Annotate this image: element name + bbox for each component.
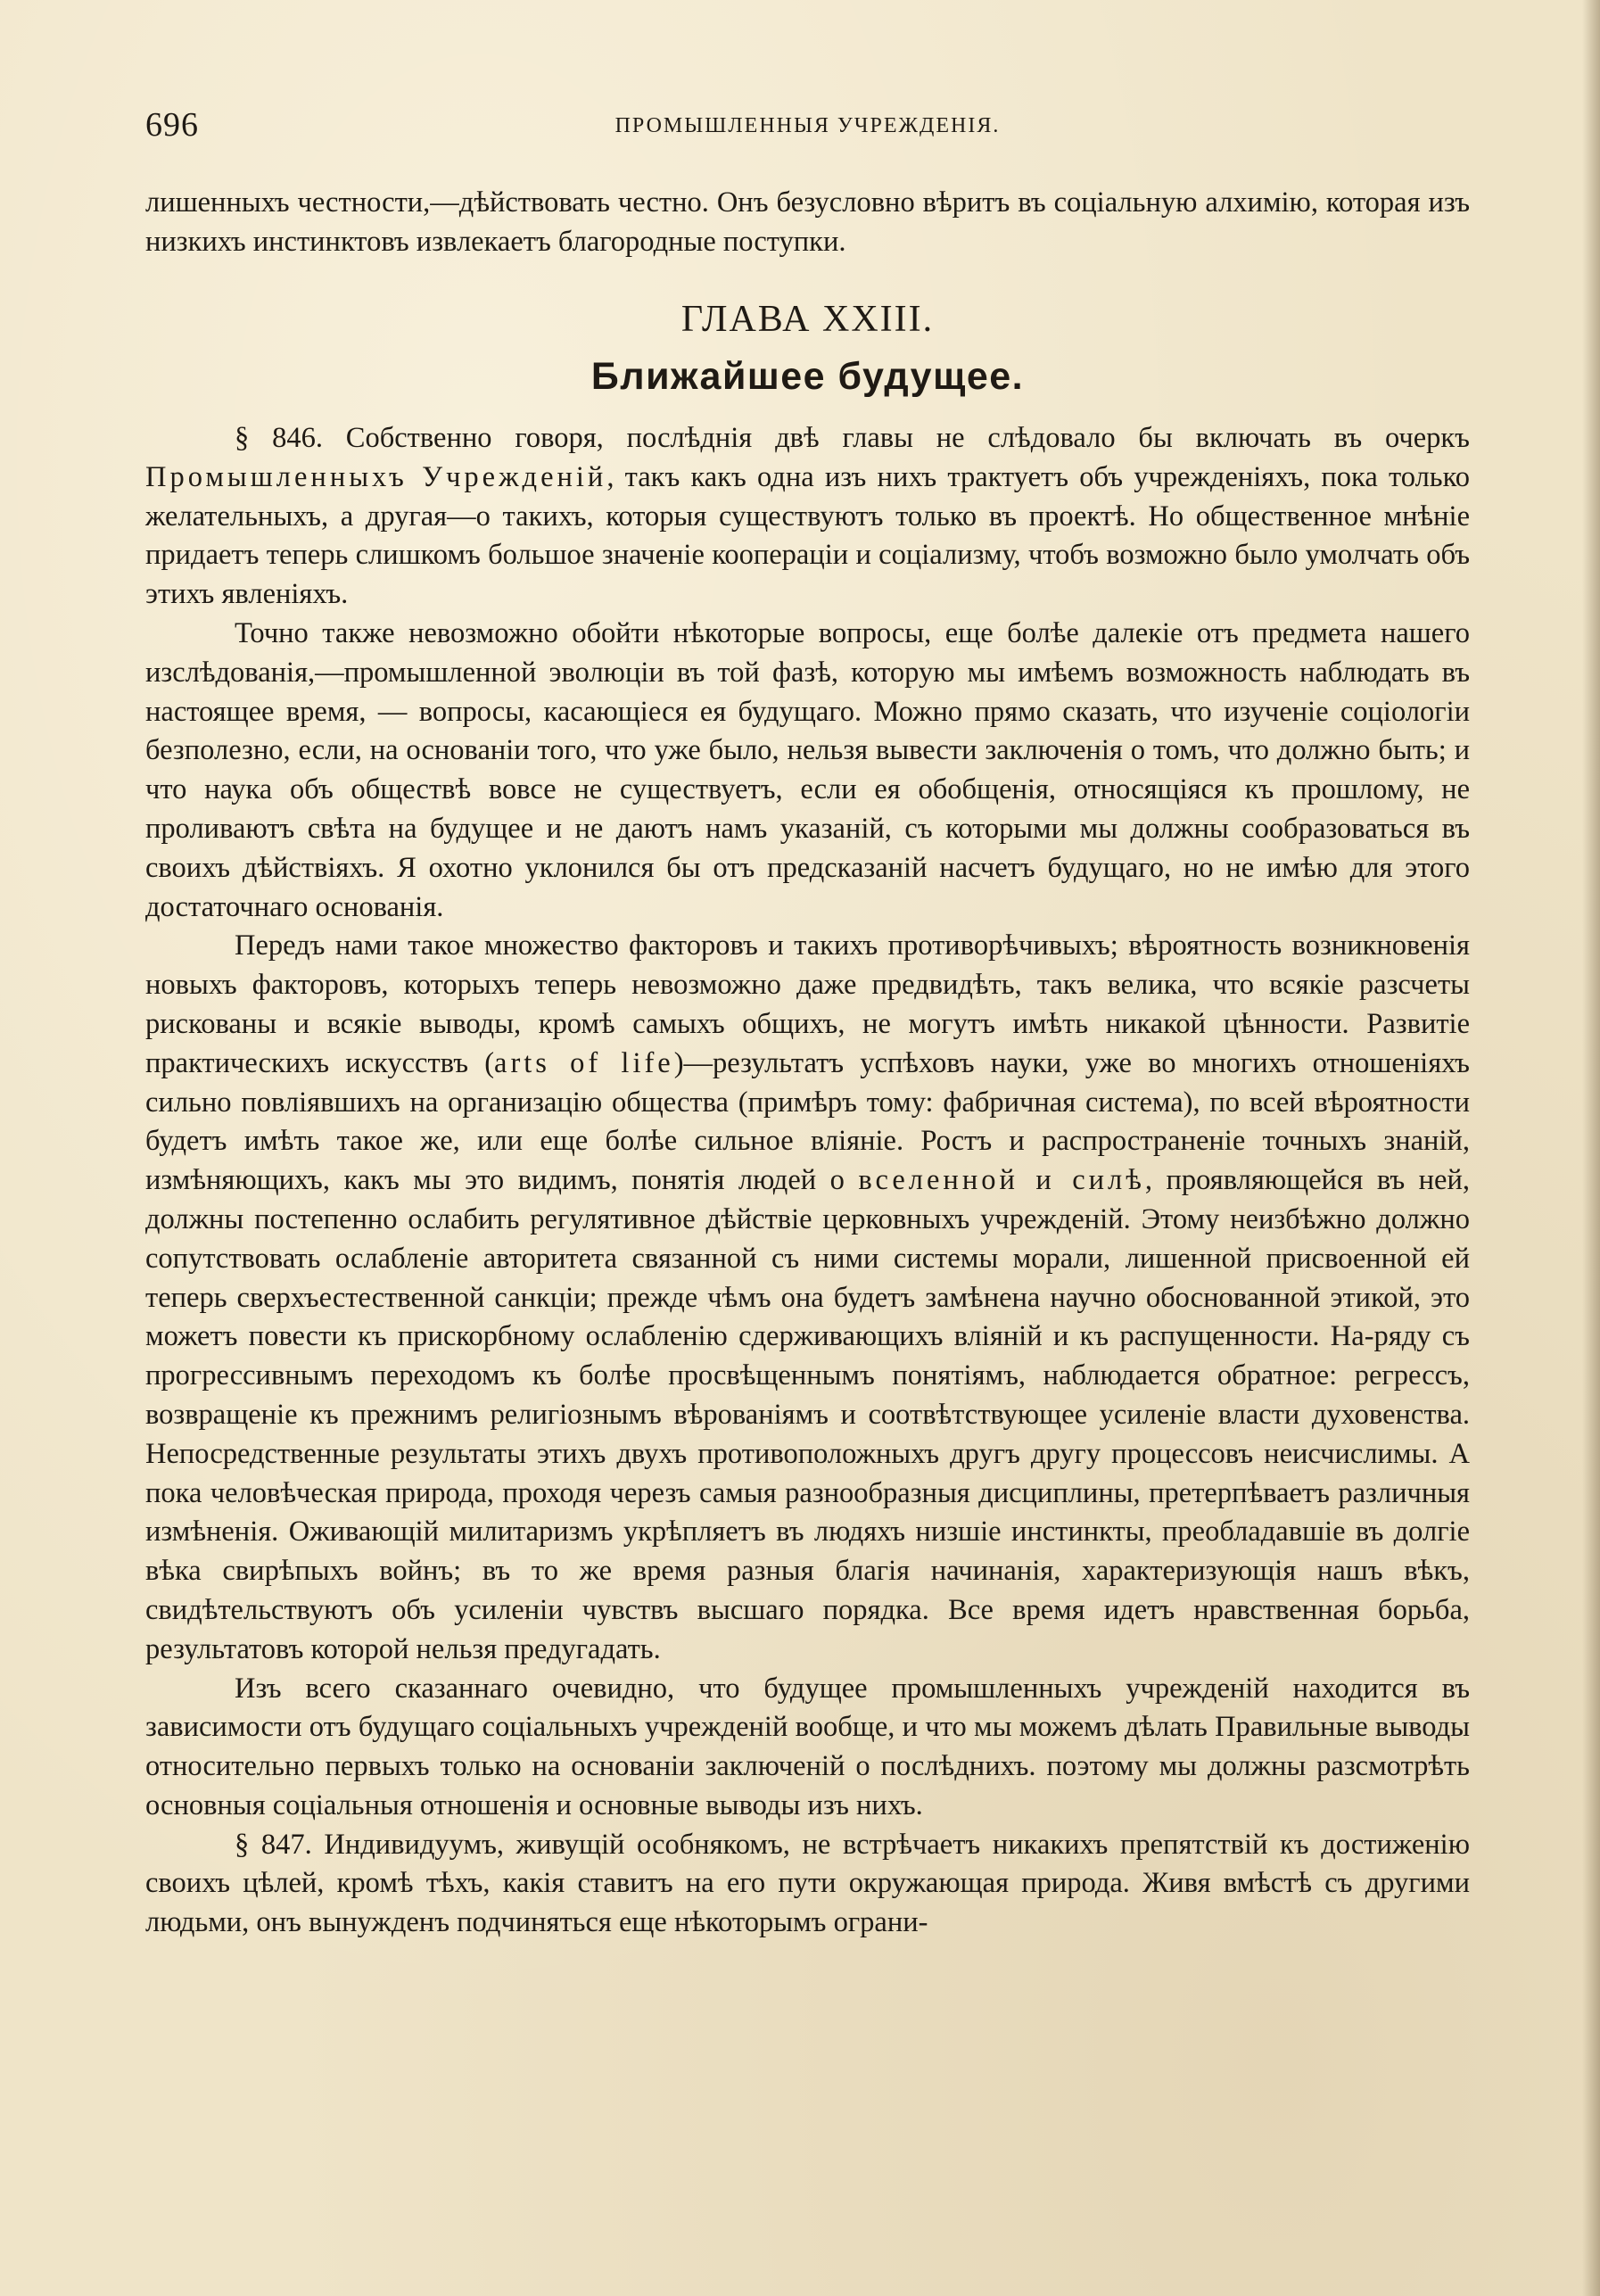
paragraph-2: Точно также невозможно обойти нѣкоторые вопросы, еще болѣе далекіе отъ предмета нашего изслѣдованія,—промышленной эволюціи въ той фазѣ, которую мы имѣемъ возможность наблюдать въ настоящее время, — вопросы, касающіеся ея будущаго. Можно прямо сказать, что изученіе соціологіи безполезно, если, на основаніи того, что уже было, нельзя вывести заключенія о томъ, что должно быть; и что наука объ обществѣ вовсе не существуетъ, если ея обобщенія, относящіяся къ прошлому, не проливаютъ свѣта на будущее и не даютъ намъ указаній, съ которыми мы должны сообразоваться въ своихъ дѣйствіяхъ. Я охотно уклонился бы отъ предсказаній насчетъ будущаго, но не имѣю для этого достаточнаго основанія. <box>145 616 1470 923</box>
paragraph-3 <box>145 927 1470 1669</box>
chapter-body <box>145 419 1470 1943</box>
intro-paragraph: лишенныхъ честности,—дѣйствовать честно. Онъ безусловно вѣритъ въ соціальную алхимію, которая изъ низкихъ инстинктовъ извлекаетъ благородные поступки. <box>145 186 1470 258</box>
chapter-title: Ближайшее будущее. <box>590 355 1025 398</box>
paragraph-846 <box>145 419 1470 615</box>
paragraph-text: , проявляющейся въ ней, должны постепенно ослабить регулятивное дѣйствіе церковныхъ учрежденій. Этому неизбѣжно должно сопутствовать ослабленіе авторитета связанной съ ними системы морали, лишенной присвоенной ей теперь сверхъестественной санкціи; прежде чѣмъ она будетъ замѣнена научно обоснованной этикой, это можетъ повести къ прискорбному ослабленію сдерживающихъ вліяній и къ распущенности. На-ряду съ прогрессивнымъ переходомъ къ болѣе просвѣщеннымъ понятіямъ, наблюдается обратное: регрессъ, возвращеніе къ прежнимъ религіознымъ вѣрованіямъ и соотвѣтствующее усиленіе власти духовенства. Непосредственные результаты этихъ двухъ противоположныхъ другъ другу процессовъ неисчислимы. А пока человѣческая природа, проходя черезъ самыя разнообразныя дисциплины, претерпѣваетъ различныя измѣненія. Оживающій милитаризмъ укрѣпляетъ въ людяхъ низшіе инстинкты, преобладавшіе въ долгіе вѣка свирѣпыхъ войнъ; въ то же время разныя благія начинанія, характеризующія нашъ вѣкъ, свидѣтельствуютъ объ усиленіи чувствъ высшаго порядка. Все время идетъ нравственная борьба, результатовъ которой нельзя предугадать. <box>145 1164 1470 1665</box>
spaced-term: вселенной и силѣ <box>858 1164 1145 1197</box>
paragraph-text: , такъ какъ одна изъ нихъ трактуетъ объ учрежденіяхъ, пока только желательныхъ, а другая—о такихъ, которыя существуютъ только въ проектѣ. Но общественное мнѣніе придаетъ теперь слишкомъ большое значеніе коопераціи и соціализму, чтобъ возможно было умолчать объ этихъ явленіяхъ. <box>145 460 1470 611</box>
page-edge-shadow <box>1582 0 1600 2296</box>
spaced-term: Промышленныхъ Учрежденій <box>145 460 607 493</box>
running-head <box>145 105 1470 150</box>
page-number: 696 <box>145 106 199 144</box>
paragraph-text: Передъ нами такое множество факторовъ и такихъ противорѣчивыхъ; вѣроятность возникновенія новыхъ факторовъ, которыхъ теперь невозможно даже предвидѣть, такъ велика, что всякіе разсчеты рискованы и всякіе выводы, кромѣ самыхъ общихъ, не могутъ имѣть никакой цѣнности. Развитіе практическихъ искусствъ ( <box>145 929 1470 1079</box>
paragraph-text: § 846. Собственно говоря, послѣднія двѣ главы не слѣдовало бы включать въ очеркъ <box>235 422 1470 454</box>
spaced-term: arts of life <box>494 1046 674 1079</box>
paragraph-4: Изъ всего сказаннаго очевидно, что будущее промышленныхъ учрежденій находится въ зависимости отъ будущаго соціальныхъ учрежденій вообще, и что мы можемъ дѣлать Правильные выводы относительно первыхъ только на основаніи заключеній о послѣднихъ. поэтому мы должны разсмотрѣть основныя соціальныя отношенія и основные выводы изъ нихъ. <box>145 1672 1470 1821</box>
running-title: ПРОМЫШЛЕННЫЯ УЧРЕЖДЕНІЯ. <box>614 114 1001 137</box>
chapter-number: ГЛАВА XXIII. <box>680 299 935 340</box>
paragraph-text: )—результатъ успѣховъ науки, уже во многихъ отношеніяхъ сильно повліявшихъ на организацію общества (примѣръ тому: фабричная система), по всей вѣроятности будетъ имѣть такое же, или еще болѣе сильное вліяніе. Ростъ и распространеніе точныхъ знаній, измѣняющихъ, какъ мы это видимъ, понятія людей о <box>145 1046 1470 1197</box>
intro-paragraph-block <box>145 184 1470 262</box>
paragraph-847: § 847. Индивидуумъ, живущій особнякомъ, не встрѣчаетъ никакихъ препятствій къ достиженію своихъ цѣлей, кромѣ тѣхъ, какія ставитъ на его пути окружающая природа. Живя вмѣстѣ съ другими людьми, онъ вынужденъ подчиняться еще нѣкоторымъ ограни- <box>145 1828 1470 1939</box>
